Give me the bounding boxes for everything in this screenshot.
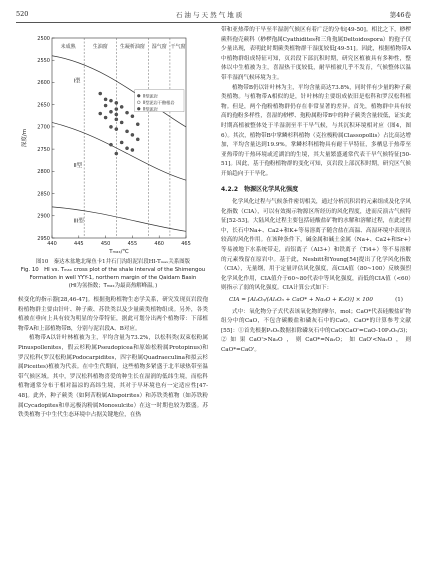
data-point-25 (115, 152, 118, 155)
section-heading: 4.2.2 物源区化学风化强度 (221, 185, 299, 193)
left-paragraph-1: 候变化的指示器[28,46-47]。根据孢粉植物生态学关系，研究发现页岩段孢粉植物群主要由针叶、种子蕨、苏铁类以及少量蕨类植物组成。另外，各类植被在垂向上具有较为明显的分带特征，据此可划分出两个植物带：下部植物带A和上部植物带B，分别与泥岩段A、B对应。 (18, 297, 208, 332)
zone-label-3: 湿气窗 (151, 44, 167, 50)
data-point-8 (99, 112, 102, 115)
y-tick-label-9: 2950 (37, 235, 50, 242)
data-point-4 (104, 104, 107, 107)
right-paragraph-2: 植物带B仍以针叶林为主，平均含量高达73.8%，同时伴有少量的种子蕨类植物。与植物带A相似的是，针叶林的主要组成依旧是松科和罗汉松科植物。但是，两个孢粉植物群仍存在非常显著的差异。首先，植物群中具有较高的孢粉多样性，喜湿的桫椤、孢粉属粉带B中的种子蕨类含量较低，证实此时期高植被整体处于半湿润至半干旱气候，与其沉积环境相对应（图4，图6）。其次，植物带B中掌鳞杉科植物（克拉梭粉属Classopollis）占比高达增加，平均含量达到19.9%。掌鳞杉科植物具有耐干旱特征，多栖息于热带至亚热带的干热环境或近湖泊的生境，其大量繁盛通常代表干旱气候特征[50-51]。因此，基于孢粉植物群的变化可知，页岩段上部沉积时期，研究区气候开始趋向于干旱化。 (221, 84, 411, 177)
legend-label-2: II型泥岩 (142, 106, 158, 112)
equation-text: CIA = [Al₂O₃/(Al₂O₃ + CaO* + Na₂O + K₂O)] × 100 (229, 297, 373, 304)
zone-label-0: 未成熟 (60, 44, 76, 50)
data-point-24 (131, 148, 134, 151)
data-point-19 (131, 133, 134, 136)
zone-label-2: 生凝析油窗 (119, 44, 145, 50)
data-point-9 (115, 113, 118, 116)
curve-type-iii (52, 207, 186, 231)
data-point-0 (99, 92, 102, 95)
x-tick-label-3: 455 (127, 241, 138, 247)
data-point-7 (109, 110, 112, 113)
legend-label-1: II型泥岩干酪根岩 (142, 100, 175, 106)
legend-marker-0 (137, 94, 140, 97)
data-point-13 (115, 118, 118, 121)
y-tick-label-0: 2500 (37, 35, 50, 42)
data-point-16 (109, 125, 112, 128)
right-paragraph-1: 带和亚热带的干旱至半湿润气候区有着广泛的分布[49-50]。相比之下，桫椤蕨科孢壳蕨科（桫椤孢属Cyathidites和三角孢属Deltoidospora）的孢子仅少量出现，表明此时期蕨类植物群干湿度较低[49-51]。因此，根据植物带A中植物群组成特征可知，页岩段下部沉积时期，研究区植被具有多种性，整体以中生植被为主，喜湿热干度较低，耐旱植被几乎不发育，气候整体以温带半湿润气候环境为主。 (221, 27, 411, 81)
data-point-6 (115, 108, 118, 111)
data-point-15 (136, 123, 139, 126)
left-column (18, 26, 208, 421)
right-paragraph-4: 式中：氧化物分子式代表该氧化物的摩尔，mol；CaO*代表硅酸盐矿物组分中的CaO，不包含碳酸盐和磷灰石中的CaO。CaO*的计算参考文献[55]：①首先根据P₂O₅数据扣除磷灰石中的CaO(CaO'=CaO-10P₂O₅/3)；②如果CaO'>Na₂O，则CaO*=Na₂O；如CaO'<Na₂O，则CaO*=CaO'。 (221, 308, 411, 353)
x-tick-label-2: 450 (100, 241, 111, 247)
data-point-20 (136, 138, 139, 141)
data-point-23 (125, 147, 128, 150)
data-point-17 (115, 128, 118, 131)
caption-cn: 图10 秦达木盆地北缘鱼卡1井石门沟组泥岩段HI-Tₘₐₓ关系图版 (36, 259, 190, 265)
data-point-21 (120, 141, 123, 144)
left-paragraph-2: 植物带A以针叶林植被为主，平均含量为73.2%，以松科类(双束松粉属Pinuspollenites，假云杉粉属Pseudopicea和原始松粉属Protopinus)和罗汉松科(罗汉松粉属Podocarpidites，四字粉属Quadraeculina和拟云杉属Piceites)植被为代表。在中生代期间，这些植物多紧盛于北半球热带至温带气候区域。其中，罗汉松科植物喜爱的种生长在湿润的低纬生境，而松科植物通常分布于相对温凉的高纬生境，其对于早环境也有一定适应性[47-48]。此外，种子蕨类（如阿苦粉属Alispoirites）和苏铁类植物（如苏铁粉属Cycadopites和单远极沟粉属Monosulcite）在这一时期也较为繁盛。苏铁类植物于中生代生态环境中占据关键地位，在热 (18, 335, 208, 419)
x-tick-label-0: 440 (47, 241, 57, 247)
equation-cia (221, 296, 411, 306)
caption-en: Fig. 10 HI vs. Tₘₐₓ cross plot of the shale interval of the Shimengou Formation in well YYY-1, northern margin of the Qaidam Basin (20, 267, 206, 281)
right-column (221, 26, 411, 356)
data-point-11 (131, 115, 134, 118)
legend-marker-2 (137, 107, 140, 110)
data-point-22 (109, 143, 112, 146)
running-header (16, 8, 411, 23)
y-tick-label-2: 2600 (37, 80, 50, 87)
x-axis-label: Tₘₐₓ/℃ (109, 249, 129, 255)
type-label-ii: II型 (73, 162, 83, 169)
data-point-10 (125, 111, 128, 114)
hi-tmax-chart (18, 26, 208, 256)
x-tick-label-4: 460 (154, 241, 164, 247)
x-tick-label-1: 445 (74, 241, 84, 247)
data-point-1 (104, 98, 107, 101)
y-tick-label-4: 2700 (37, 124, 50, 131)
data-point-5 (120, 105, 123, 108)
y-tick-label-5: 2750 (37, 146, 50, 153)
y-tick-label-3: 2650 (37, 102, 50, 109)
y-tick-label-1: 2550 (37, 58, 50, 65)
data-point-18 (125, 130, 128, 133)
figure-caption (18, 258, 208, 290)
type-label-i: I型 (73, 78, 81, 85)
figure-10 (18, 26, 208, 256)
volume-number: 第46卷 (389, 10, 411, 19)
y-tick-label-8: 2900 (37, 213, 50, 220)
type-label-iii: III型 (73, 218, 84, 225)
legend-label-0: II型泥岩 (142, 93, 158, 99)
zone-label-1: 生油窗 (92, 44, 108, 50)
data-point-14 (120, 121, 123, 124)
y-axis-label: 深度/m (22, 128, 28, 148)
right-paragraph-3: 化学风化过程与气候条件密切相关，通过分析沉积岩的元素组成及化学风化指数（CIA），可以有效揭示物源区所经历的风化程度，进而反演古气候特征[52-53]。大陆风化过程主要包括硅酸盐矿物的水解和溶解过程，在此过程中，长石中Na+、Ca2+和K+等易溶离子随含盐在高温、高湿环境中表现出较高的风化作用。在该种条件下，碱金属和碱土金属（Na+、Ca2+和Sr+）等易被地下水系统带走，而铝离子（Al3+）和铁离子（Ti4+）等不易溶解的元素残留在原岩中。基于此，Nesbitt和Young[54]提出了化学风化指数（CIA），无量纲，用于定量评估风化强度，高CIA值（80~100）反映强烈化学风化作用，CIA值介于60~80代表中等风化强度，而低的CIA值（<60）则指示了弱的风化强度。CIA计算公式如下： (221, 199, 412, 292)
plot-frame (52, 38, 186, 238)
data-point-3 (115, 101, 118, 104)
data-point-2 (109, 99, 112, 102)
caption-note: (HI为氢指数；Tₘₐₓ为最高热解峰温。) (68, 283, 158, 289)
x-tick-label-5: 465 (181, 241, 191, 247)
curve-type-ii (52, 122, 186, 180)
y-tick-label-6: 2800 (37, 169, 50, 176)
data-point-12 (104, 116, 107, 119)
journal-title: 石 油 与 天 然 气 地 质 (175, 10, 243, 19)
equation-number: (1) (395, 297, 403, 304)
zone-label-4: 干气窗 (170, 44, 186, 50)
page-number: 520 (16, 10, 29, 18)
y-tick-label-7: 2850 (37, 191, 50, 198)
legend-marker-1 (137, 101, 140, 104)
